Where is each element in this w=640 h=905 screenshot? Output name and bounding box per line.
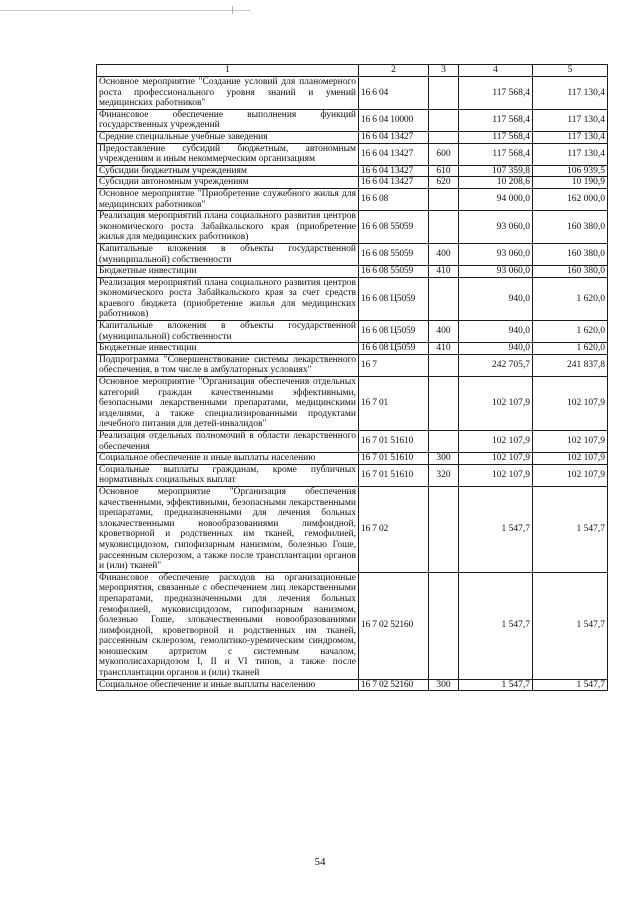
- row-amount-year1-cell: 94 000,0: [459, 188, 533, 210]
- row-code-cell: 16 7 02: [359, 486, 429, 572]
- header-col-1: 1: [97, 65, 359, 77]
- table-row: [97, 243, 608, 265]
- row-code-cell: 16 6 04: [359, 77, 429, 110]
- table-row: [97, 321, 608, 343]
- row-code-cell: 16 7: [359, 354, 429, 376]
- table-row: [97, 343, 608, 355]
- row-amount-year1-cell: 102 107,9: [459, 464, 533, 486]
- row-name-cell: Капитальные вложения в объекты государственной (муниципальной) собственности: [97, 243, 359, 265]
- row-amount-year1-cell: 102 107,9: [459, 453, 533, 465]
- page-number: 54: [314, 856, 326, 868]
- row-name-cell: Капитальные вложения в объекты государственной (муниципальной) собственности: [97, 321, 359, 343]
- row-expense-type-cell: 620: [429, 177, 459, 189]
- budget-table: [96, 64, 608, 691]
- header-col-4: 4: [459, 65, 533, 77]
- row-code-cell: 16 6 08 Ц5059: [359, 343, 429, 355]
- row-expense-type-cell: [429, 431, 459, 453]
- row-amount-year1-cell: 1 547,7: [459, 572, 533, 679]
- row-amount-year2-cell: 1 547,7: [533, 679, 608, 691]
- row-expense-type-cell: [429, 131, 459, 143]
- row-amount-year1-cell: 117 568,4: [459, 131, 533, 143]
- row-amount-year2-cell: 117 130,4: [533, 77, 608, 110]
- row-code-cell: 16 7 01 51610: [359, 464, 429, 486]
- row-amount-year2-cell: 241 837,8: [533, 354, 608, 376]
- row-name-cell: Реализация отдельных полномочий в области лекарственного обеспечения: [97, 431, 359, 453]
- row-amount-year2-cell: 117 130,4: [533, 131, 608, 143]
- row-amount-year2-cell: 1 620,0: [533, 321, 608, 343]
- row-name-cell: Реализация мероприятий плана социального развития центров экономического роста Забайкальского края за счет средств краевого бюджета (приобретение жилья для медицинских работников): [97, 277, 359, 320]
- row-amount-year1-cell: 940,0: [459, 277, 533, 320]
- row-code-cell: 16 6 04 13427: [359, 177, 429, 189]
- table-row: [97, 464, 608, 486]
- row-expense-type-cell: [429, 572, 459, 679]
- row-amount-year2-cell: 160 380,0: [533, 211, 608, 244]
- row-expense-type-cell: [429, 77, 459, 110]
- row-name-cell: Финансовое обеспечение расходов на организационные мероприятия, связанные с обеспечением лиц лекарственными препаратами, предназначенными для лечения больных гемофилией, муковисцидозом, гипофизарным нанизмом, болезнью Гоше, злокачественными новообразованиями лимфоидной, кроветворной и родственных им тканей, рассеянным склерозом, гемолитико-уремическим синдромом, юношеским артритом с системным началом, мукополисахаридозом I, II и VI типов, а также после трансплантации органов и (или) тканей: [97, 572, 359, 679]
- row-code-cell: 16 7 02 52160: [359, 572, 429, 679]
- row-name-cell: Субсидии бюджетным учреждениям: [97, 165, 359, 177]
- table-row: [97, 77, 608, 110]
- table-row: [97, 354, 608, 376]
- row-amount-year2-cell: 117 130,4: [533, 143, 608, 165]
- row-expense-type-cell: [429, 211, 459, 244]
- row-name-cell: Основное мероприятие "Приобретение служебного жилья для медицинских работников": [97, 188, 359, 210]
- header-col-2: 2: [359, 65, 429, 77]
- row-amount-year1-cell: 102 107,9: [459, 431, 533, 453]
- row-expense-type-cell: [429, 277, 459, 320]
- row-amount-year1-cell: 117 568,4: [459, 143, 533, 165]
- row-amount-year1-cell: 107 359,8: [459, 165, 533, 177]
- row-expense-type-cell: [429, 486, 459, 572]
- row-expense-type-cell: [429, 377, 459, 431]
- row-amount-year1-cell: 102 107,9: [459, 377, 533, 431]
- row-name-cell: Социальные выплаты гражданам, кроме публичных нормативных социальных выплат: [97, 464, 359, 486]
- row-amount-year1-cell: 10 208,6: [459, 177, 533, 189]
- row-expense-type-cell: 300: [429, 453, 459, 465]
- scan-artifact-line: [0, 10, 250, 11]
- row-amount-year2-cell: 106 939,5: [533, 165, 608, 177]
- row-amount-year1-cell: 1 547,7: [459, 486, 533, 572]
- row-name-cell: Предоставление субсидий бюджетным, автономным учреждениям и иным некоммерческим организациям: [97, 143, 359, 165]
- row-code-cell: 16 6 04 13427: [359, 165, 429, 177]
- row-name-cell: Реализация мероприятий плана социального развития центров экономического роста Забайкальского края (приобретение жилья для медицинских работников): [97, 211, 359, 244]
- row-code-cell: 16 6 08 Ц5059: [359, 277, 429, 320]
- row-code-cell: 16 6 08: [359, 188, 429, 210]
- table-row: [97, 431, 608, 453]
- table-row: [97, 109, 608, 131]
- row-expense-type-cell: 300: [429, 679, 459, 691]
- table-row: [97, 486, 608, 572]
- row-name-cell: Подпрограмма "Совершенствование системы лекарственного обеспечения, в том числе в амбулаторных условиях": [97, 354, 359, 376]
- row-amount-year2-cell: 1 620,0: [533, 343, 608, 355]
- row-amount-year2-cell: 1 620,0: [533, 277, 608, 320]
- table-row: [97, 377, 608, 431]
- row-amount-year2-cell: 102 107,9: [533, 464, 608, 486]
- row-code-cell: 16 6 08 55059: [359, 266, 429, 278]
- header-col-3: 3: [429, 65, 459, 77]
- row-code-cell: 16 7 01: [359, 377, 429, 431]
- row-amount-year2-cell: 102 107,9: [533, 377, 608, 431]
- row-expense-type-cell: [429, 354, 459, 376]
- row-name-cell: Бюджетные инвестиции: [97, 266, 359, 278]
- row-code-cell: 16 6 08 55059: [359, 243, 429, 265]
- row-amount-year1-cell: 93 060,0: [459, 243, 533, 265]
- row-amount-year1-cell: 117 568,4: [459, 77, 533, 110]
- row-amount-year2-cell: 102 107,9: [533, 453, 608, 465]
- table-row: [97, 165, 608, 177]
- row-name-cell: Субсидии автономным учреждениям: [97, 177, 359, 189]
- row-code-cell: 16 7 01 51610: [359, 431, 429, 453]
- table-row: [97, 188, 608, 210]
- row-amount-year1-cell: 1 547,7: [459, 679, 533, 691]
- row-name-cell: Бюджетные инвестиции: [97, 343, 359, 355]
- row-expense-type-cell: [429, 188, 459, 210]
- table-row: [97, 679, 608, 691]
- row-expense-type-cell: 410: [429, 266, 459, 278]
- row-name-cell: Социальное обеспечение и иные выплаты населению: [97, 453, 359, 465]
- table-row: [97, 143, 608, 165]
- row-name-cell: Основное мероприятие "Организация обеспечения качественными, эффективными, безопасными лекарственными препаратами, предназначенными для лечения больных злокачественными новообразованиями лимфоидной, кроветворной и родственных им тканей, гемофилией, муковисцидозом, гипофизарным нанизмом, болезнью Гоше, рассеянным склерозом, а также после трансплантации органов и (или) тканей": [97, 486, 359, 572]
- row-amount-year2-cell: 117 130,4: [533, 109, 608, 131]
- row-name-cell: Основное мероприятие "Организация обеспечения отдельных категорий граждан качественными эффективными, безопасными лекарственными препаратами, медицинскими изделиями, а также специализированными продуктами лечебного питания для детей-инвалидов": [97, 377, 359, 431]
- row-amount-year2-cell: 10 190,9: [533, 177, 608, 189]
- row-amount-year2-cell: 1 547,7: [533, 486, 608, 572]
- row-amount-year1-cell: 940,0: [459, 343, 533, 355]
- row-code-cell: 16 6 04 13427: [359, 131, 429, 143]
- row-amount-year2-cell: 162 000,0: [533, 188, 608, 210]
- row-expense-type-cell: 610: [429, 165, 459, 177]
- row-expense-type-cell: [429, 109, 459, 131]
- row-amount-year1-cell: 940,0: [459, 321, 533, 343]
- row-amount-year2-cell: 102 107,9: [533, 431, 608, 453]
- row-amount-year1-cell: 117 568,4: [459, 109, 533, 131]
- row-code-cell: 16 6 04 13427: [359, 143, 429, 165]
- table-row: [97, 453, 608, 465]
- table-row: [97, 177, 608, 189]
- row-expense-type-cell: 410: [429, 343, 459, 355]
- row-expense-type-cell: 400: [429, 321, 459, 343]
- row-expense-type-cell: 320: [429, 464, 459, 486]
- row-amount-year2-cell: 160 380,0: [533, 266, 608, 278]
- budget-table-body: [97, 65, 608, 691]
- table-row: [97, 277, 608, 320]
- table-row: [97, 266, 608, 278]
- table-header-row: [97, 65, 608, 77]
- header-col-5: 5: [533, 65, 608, 77]
- row-code-cell: 16 7 01 51610: [359, 453, 429, 465]
- table-row: [97, 211, 608, 244]
- row-name-cell: Финансовое обеспечение выполнения функций государственных учреждений: [97, 109, 359, 131]
- table-row: [97, 131, 608, 143]
- row-amount-year2-cell: 1 547,7: [533, 572, 608, 679]
- table-row: [97, 572, 608, 679]
- row-amount-year1-cell: 93 060,0: [459, 211, 533, 244]
- row-expense-type-cell: 400: [429, 243, 459, 265]
- scan-artifact-tick: [232, 6, 233, 14]
- row-amount-year1-cell: 93 060,0: [459, 266, 533, 278]
- row-code-cell: 16 7 02 52160: [359, 679, 429, 691]
- row-name-cell: Социальное обеспечение и иные выплаты населению: [97, 679, 359, 691]
- row-name-cell: Основное мероприятие "Создание условий для планомерного роста профессионального уровня знаний и умений медицинских работников": [97, 77, 359, 110]
- row-expense-type-cell: 600: [429, 143, 459, 165]
- row-code-cell: 16 6 08 Ц5059: [359, 321, 429, 343]
- row-name-cell: Средние специальные учебные заведения: [97, 131, 359, 143]
- row-code-cell: 16 6 08 55059: [359, 211, 429, 244]
- row-code-cell: 16 6 04 10000: [359, 109, 429, 131]
- row-amount-year2-cell: 160 380,0: [533, 243, 608, 265]
- row-amount-year1-cell: 242 705,7: [459, 354, 533, 376]
